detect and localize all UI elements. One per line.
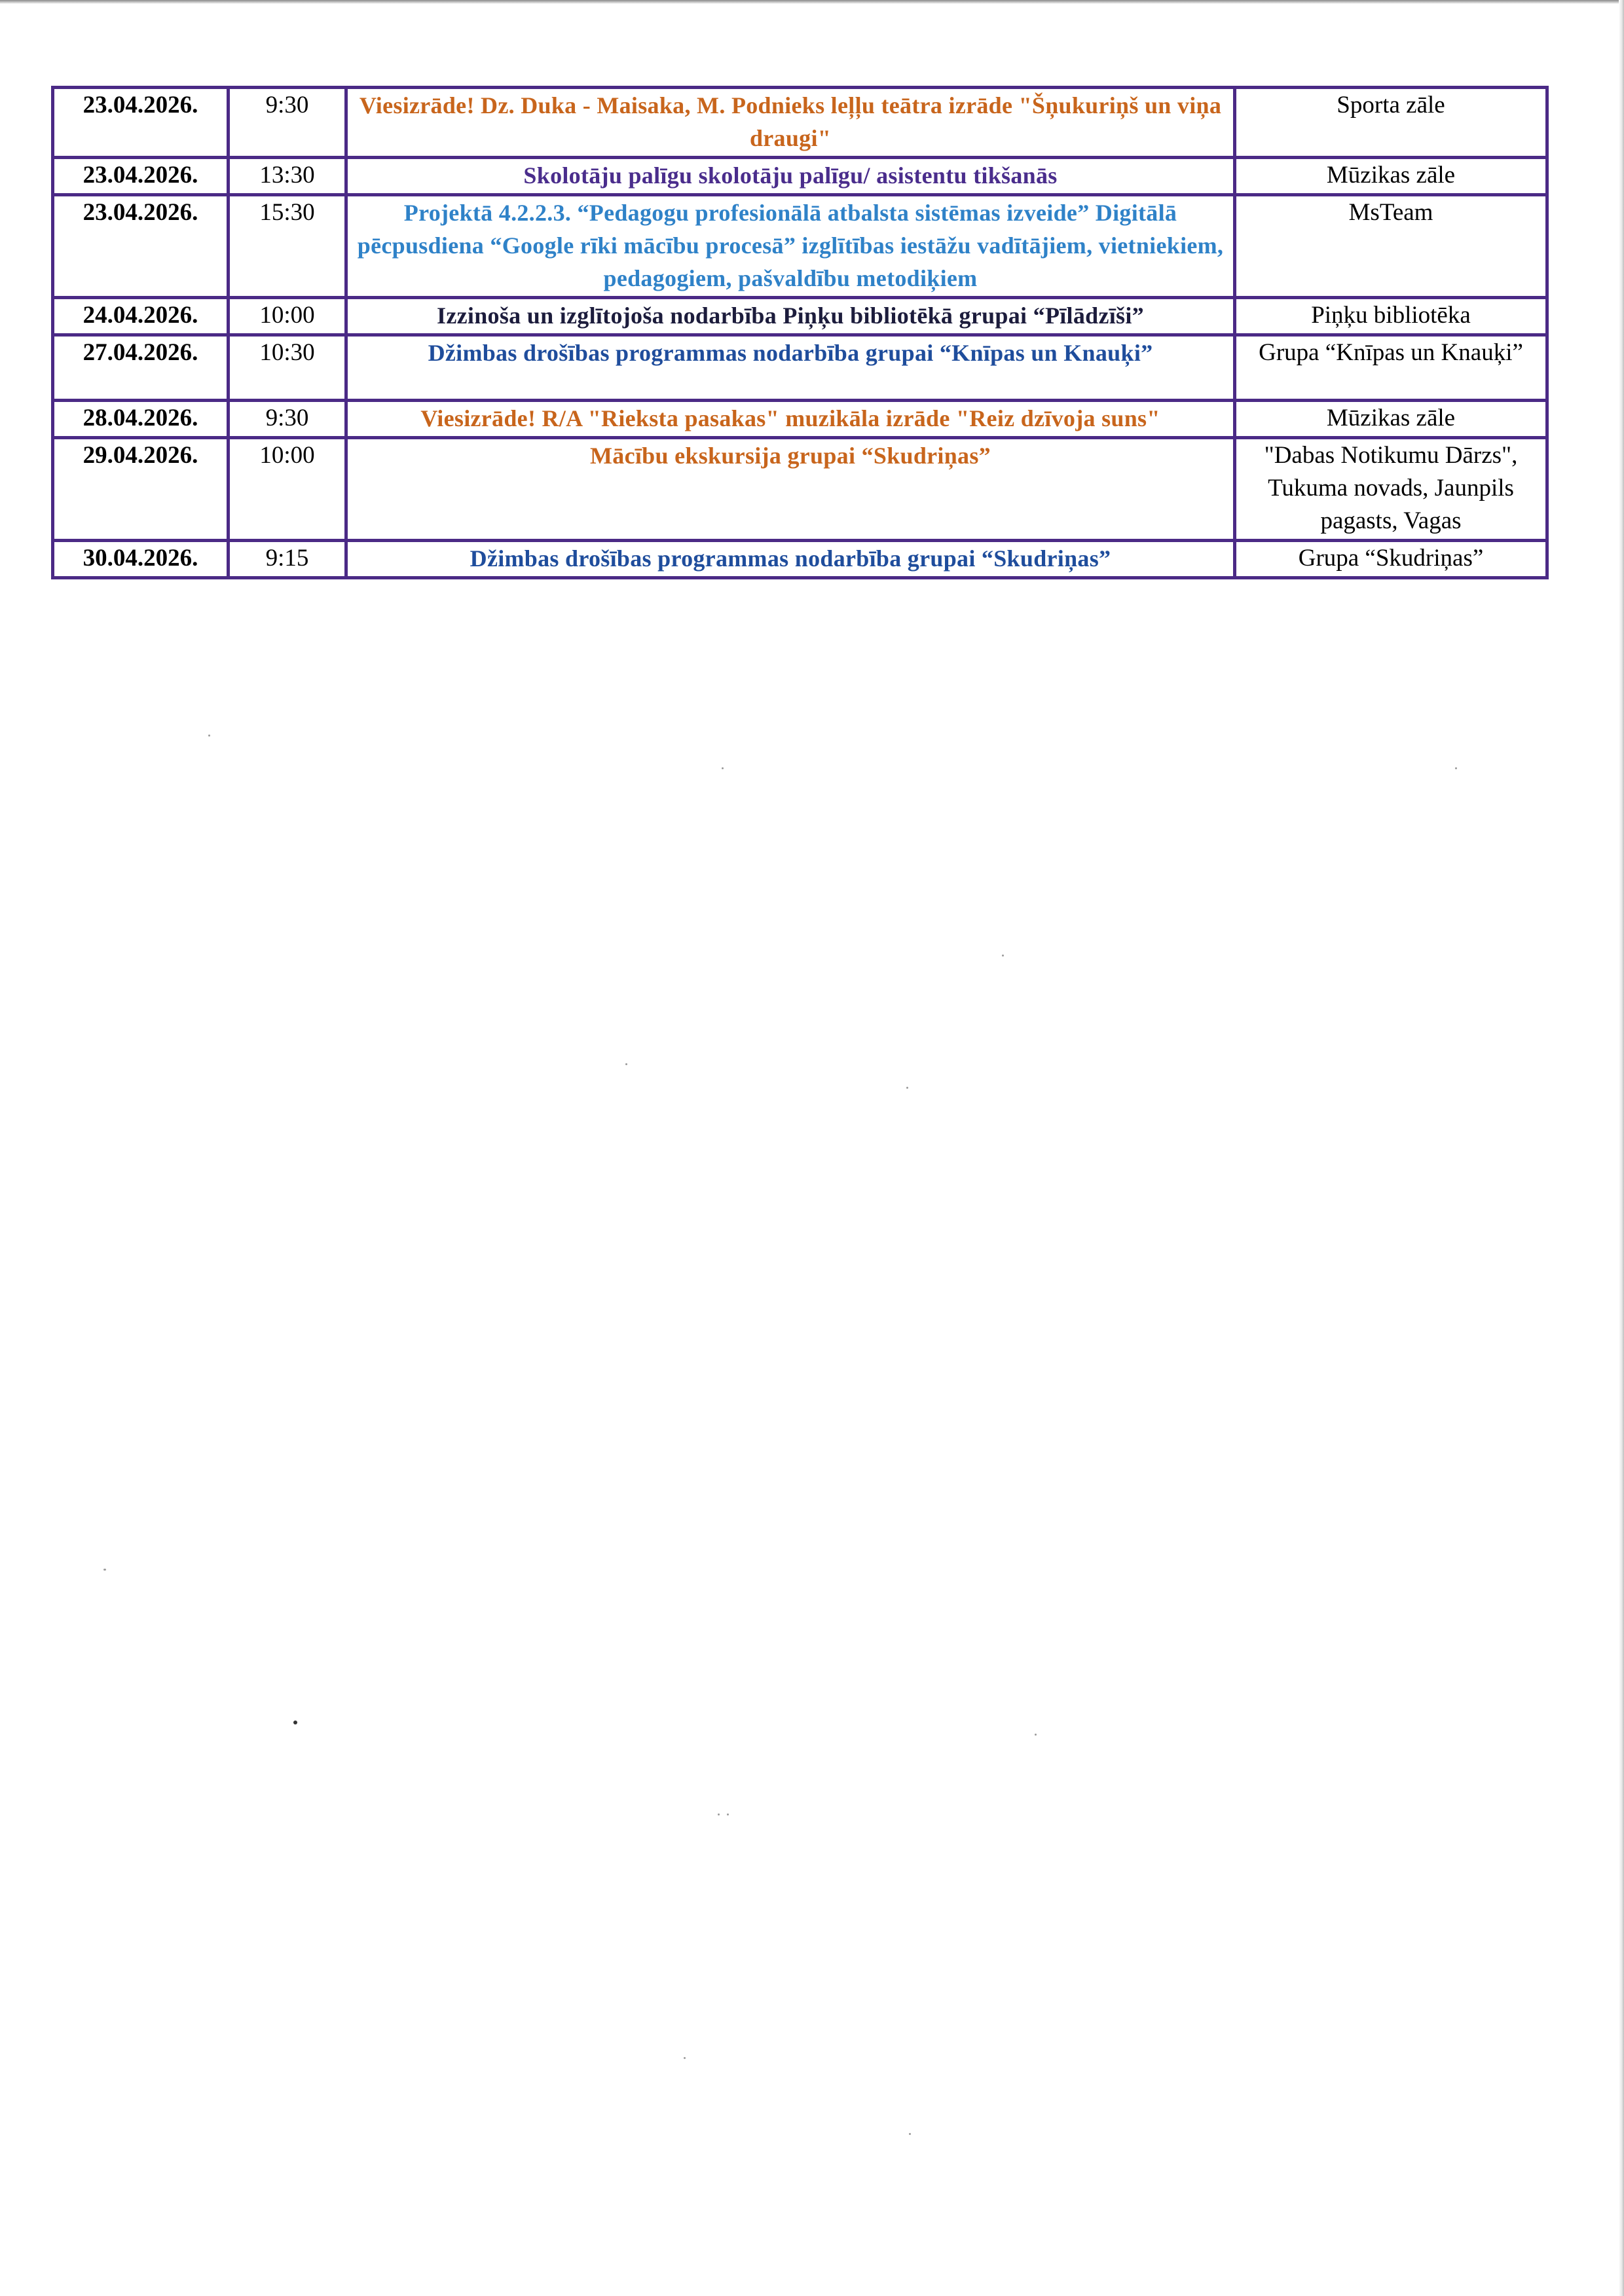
time-cell: 15:30 <box>229 195 346 298</box>
date-cell: 23.04.2026. <box>53 158 229 195</box>
location-cell: Grupa “Skudriņas” <box>1235 541 1547 578</box>
time-cell: 10:00 <box>229 298 346 335</box>
table-row <box>53 541 1547 578</box>
table-row <box>53 88 1547 158</box>
time-cell: 13:30 <box>229 158 346 195</box>
date-cell: 27.04.2026. <box>53 335 229 401</box>
location-cell: Mūzikas zāle <box>1235 401 1547 438</box>
table-row <box>53 401 1547 438</box>
event-cell: Viesizrāde! R/A "Rieksta pasakas" muzikāla izrāde "Reiz dzīvoja suns" <box>346 401 1235 438</box>
scan-speck <box>722 767 724 769</box>
scan-speck <box>625 1063 627 1065</box>
date-cell: 23.04.2026. <box>53 195 229 298</box>
scan-speck <box>1002 955 1004 957</box>
location-cell: Sporta zāle <box>1235 88 1547 158</box>
location-cell: MsTeam <box>1235 195 1547 298</box>
location-cell: "Dabas Notikumu Dārzs", Tukuma novads, Jaunpils pagasts, Vagas <box>1235 438 1547 541</box>
time-cell: 10:00 <box>229 438 346 541</box>
date-cell: 29.04.2026. <box>53 438 229 541</box>
event-cell: Viesizrāde! Dz. Duka - Maisaka, M. Podnieks leļļu teātra izrāde "Šņukuriņš un viņa draugi" <box>346 88 1235 158</box>
scan-speck <box>906 1087 908 1089</box>
scan-speck <box>208 735 210 737</box>
scan-speck <box>727 1813 729 1815</box>
time-cell: 9:30 <box>229 401 346 438</box>
time-cell: 9:15 <box>229 541 346 578</box>
scan-speck <box>684 2057 686 2059</box>
event-cell: Izzinoša un izglītojoša nodarbība Piņķu bibliotēkā grupai “Pīlādzīši” <box>346 298 1235 335</box>
table-row <box>53 335 1547 401</box>
date-cell: 30.04.2026. <box>53 541 229 578</box>
table-row <box>53 438 1547 541</box>
event-cell: Projektā 4.2.2.3. “Pedagogu profesionālā atbalsta sistēmas izveide” Digitālā pēcpusdiena “Google rīki mācību procesā” izglītības iestāžu vadītājiem, vietniekiem, pedagogiem, pašvaldību metodiķiem <box>346 195 1235 298</box>
time-cell: 9:30 <box>229 88 346 158</box>
location-cell: Piņķu bibliotēka <box>1235 298 1547 335</box>
table-row <box>53 298 1547 335</box>
scan-speck <box>1455 767 1457 769</box>
scan-speck <box>103 1569 106 1571</box>
table-row <box>53 195 1547 298</box>
scan-speck <box>909 2133 911 2135</box>
table-row <box>53 158 1547 195</box>
scan-speck <box>718 1813 720 1815</box>
scan-speck <box>293 1721 297 1724</box>
scan-top-edge <box>0 0 1624 4</box>
event-cell: Mācību ekskursija grupai “Skudriņas” <box>346 438 1235 541</box>
date-cell: 23.04.2026. <box>53 88 229 158</box>
event-cell: Skolotāju palīgu skolotāju palīgu/ asistentu tikšanās <box>346 158 1235 195</box>
location-cell: Grupa “Knīpas un Knauķi” <box>1235 335 1547 401</box>
date-cell: 28.04.2026. <box>53 401 229 438</box>
location-cell: Mūzikas zāle <box>1235 158 1547 195</box>
event-cell: Džimbas drošības programmas nodarbība grupai “Skudriņas” <box>346 541 1235 578</box>
scan-speck <box>1035 1734 1037 1736</box>
schedule-table <box>51 86 1549 579</box>
scan-right-edge <box>1619 0 1624 2296</box>
time-cell: 10:30 <box>229 335 346 401</box>
date-cell: 24.04.2026. <box>53 298 229 335</box>
event-cell: Džimbas drošības programmas nodarbība grupai “Knīpas un Knauķi” <box>346 335 1235 401</box>
